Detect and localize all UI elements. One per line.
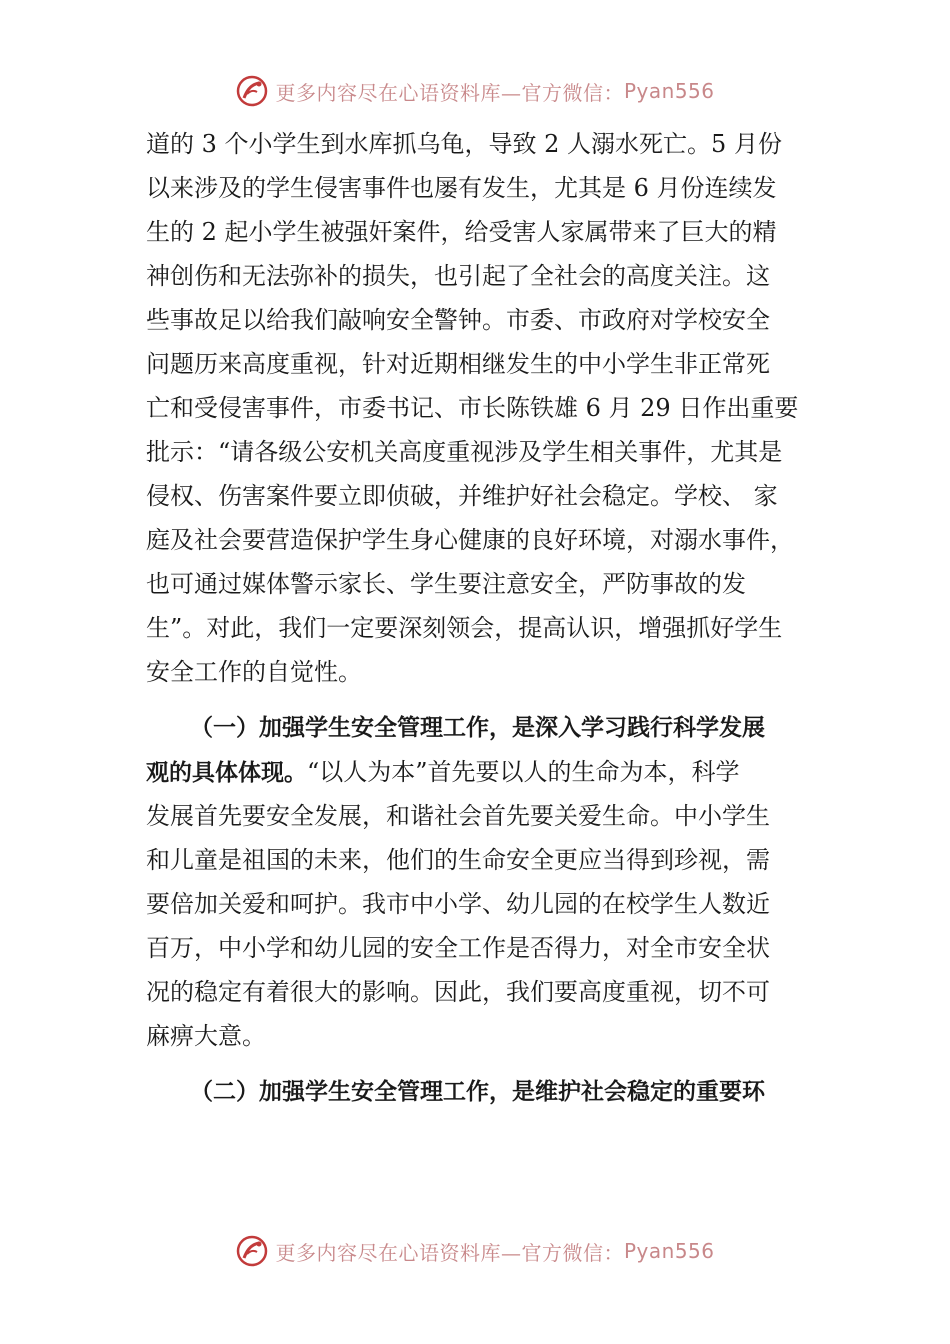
text-line: 和儿童是祖国的未来，他们的生命安全更应当得到珍视，需 <box>146 846 770 874</box>
text-line: 安全工作的自觉性。 <box>146 658 362 686</box>
text-line: 麻痹大意。 <box>146 1022 266 1050</box>
wechat-id: Pyan556 <box>623 1239 715 1263</box>
text-line <box>146 750 822 794</box>
banner-text: 更多内容尽在心语资料库—官方微信： <box>275 1240 624 1265</box>
text-line: 侵权、伤害案件要立即侦破，并维护好社会稳定。学校、 家 <box>146 482 778 510</box>
banner-text: 更多内容尽在心语资料库—官方微信： <box>275 80 624 105</box>
text-line: 生”。对此，我们一定要深刻领会，提高认识，增强抓好学生 <box>146 614 783 642</box>
section-heading-1: （一）加强学生安全管理工作，是深入学习践行科学发展 <box>190 715 765 741</box>
text-line: 以来涉及的学生侵害事件也屡有发生，尤其是 6 月份连续发 <box>146 174 777 202</box>
text-line: 亡和受侵害事件，市委书记、市长陈铁雄 6 月 29 日作出重要 <box>146 394 799 422</box>
text-line: 道的 3 个小学生到水库抓乌龟，导致 2 人溺水死亡。5 月份 <box>146 130 782 158</box>
text-line: 神创伤和无法弥补的损失，也引起了全社会的高度关注。这 <box>146 262 770 290</box>
text-line: 也可通过媒体警示家长、学生要注意安全，严防事故的发 <box>146 570 746 598</box>
logo-icon <box>235 1234 269 1268</box>
text-line: 百万，中小学和幼儿园的安全工作是否得力，对全市安全状 <box>146 934 770 962</box>
footer-banner <box>0 1226 950 1276</box>
text-line: 批示：“请各级公安机关高度重视涉及学生相关事件，尤其是 <box>146 438 783 466</box>
text-line: 况的稳定有着很大的影响。因此，我们要高度重视，切不可 <box>146 978 770 1006</box>
text-line: 些事故足以给我们敲响安全警钟。市委、市政府对学校安全 <box>146 306 770 334</box>
header-banner <box>0 66 950 116</box>
logo-icon <box>235 74 269 108</box>
text-line: 生的 2 起小学生被强奸案件，给受害人家属带来了巨大的精 <box>146 218 777 246</box>
text-line: 要倍加关爱和呵护。我市中小学、幼儿园的在校学生人数近 <box>146 890 770 918</box>
document-body <box>146 122 822 1114</box>
text-span: “以人为本”首先要以人的生命为本，科学 <box>307 758 740 786</box>
text-line: 问题历来高度重视，针对近期相继发生的中小学生非正常死 <box>146 350 770 378</box>
text-line: 庭及社会要营造保护学生身心健康的良好环境，对溺水事件， <box>146 526 794 554</box>
section-heading-1-end: 观的具体体现。 <box>146 760 307 786</box>
section-heading-2: （二）加强学生安全管理工作，是维护社会稳定的重要环 <box>190 1079 765 1105</box>
text-line: 发展首先要安全发展，和谐社会首先要关爱生命。中小学生 <box>146 802 770 830</box>
wechat-id: Pyan556 <box>623 79 715 103</box>
